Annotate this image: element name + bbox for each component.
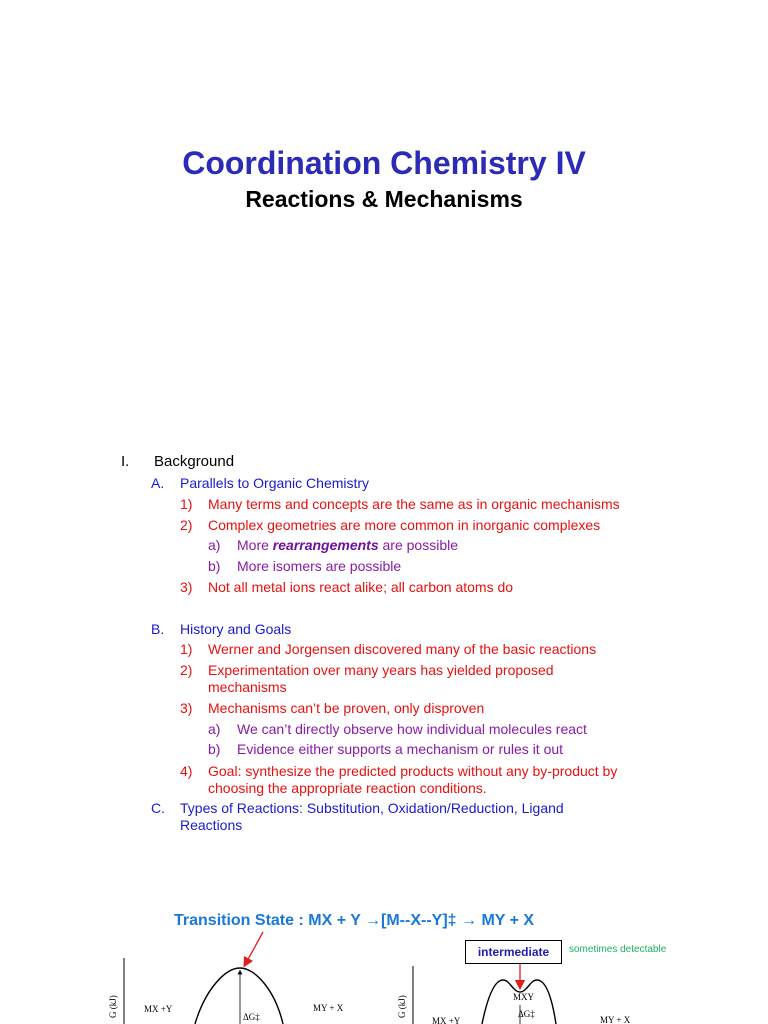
outline-a-title: Parallels to Organic Chemistry: [180, 475, 370, 491]
list-item-num: 4): [180, 763, 193, 779]
list-item-num: 3): [180, 579, 193, 595]
transition-state-title: Transition State : MX + Y →[M--X--Y]‡ → MY + X: [174, 912, 535, 929]
list-item-num: 1): [180, 496, 193, 512]
sub-item-post: are possible: [378, 537, 459, 553]
emphasis-rearrangements: rearrangements: [272, 537, 379, 553]
outline-c-label: C.: [151, 800, 165, 816]
left-products-label: MY + X: [313, 1003, 344, 1013]
right-intermediate-label: MXY: [513, 992, 535, 1002]
sub-item-num: a): [208, 721, 221, 737]
outline-b-label: B.: [151, 621, 165, 637]
list-item: Werner and Jorgensen discovered many of the basic reactions: [208, 641, 597, 657]
sub-item: More isomers are possible: [237, 558, 402, 574]
sub-item: Evidence either supports a mechanism or rules it out: [237, 741, 564, 757]
intermediate-label: intermediate: [465, 940, 562, 964]
outline-c-title-cont: Reactions: [180, 817, 243, 833]
right-reactants-label: MX +Y: [432, 1016, 461, 1024]
right-barrier-label: ΔG‡: [518, 1009, 535, 1019]
sub-item-num: a): [208, 537, 221, 553]
page-title: Coordination Chemistry IV: [182, 145, 586, 181]
list-item-num: 2): [180, 662, 193, 678]
left-energy-curve: [195, 968, 283, 1024]
right-axis-label: G (kJ): [397, 995, 407, 1018]
page-subtitle: Reactions & Mechanisms: [245, 186, 523, 212]
list-item: Experimentation over many years has yielded proposed: [208, 662, 554, 678]
left-reactants-label: MX +Y: [144, 1004, 173, 1014]
list-item: Complex geometries are more common in inorganic complexes: [208, 517, 601, 533]
sub-item: We can’t directly observe how individual molecules react: [237, 721, 587, 737]
list-item: Not all metal ions react alike; all carbon atoms do: [208, 579, 514, 595]
list-item: Many terms and concepts are the same as in organic mechanisms: [208, 496, 620, 512]
list-item: Goal: synthesize the predicted products without any by-product by: [208, 763, 618, 779]
section-number: I.: [121, 453, 130, 470]
section-title: Background: [154, 453, 235, 470]
list-item: Mechanisms can’t be proven, only disproven: [208, 700, 485, 716]
outline-c-title: Types of Reactions: Substitution, Oxidation/Reduction, Ligand: [180, 800, 564, 816]
left-barrier-label: ΔG‡: [243, 1012, 260, 1022]
sub-item-num: b): [208, 558, 221, 574]
transition-state-arrow: [246, 932, 263, 963]
list-item-num: 2): [180, 517, 193, 533]
right-products-label: MY + X: [600, 1015, 631, 1024]
list-item-num: 1): [180, 641, 193, 657]
sometimes-detectable-note: sometimes detectable: [569, 944, 667, 955]
list-item-num: 3): [180, 700, 193, 716]
outline-a-label: A.: [151, 475, 165, 491]
left-axis-label: G (kJ): [108, 995, 118, 1018]
list-item-cont: choosing the appropriate reaction conditions.: [208, 780, 487, 796]
sub-item-num: b): [208, 741, 221, 757]
sub-item-pre: More: [237, 537, 273, 553]
list-item-cont: mechanisms: [208, 679, 287, 695]
outline-b-title: History and Goals: [180, 621, 292, 637]
